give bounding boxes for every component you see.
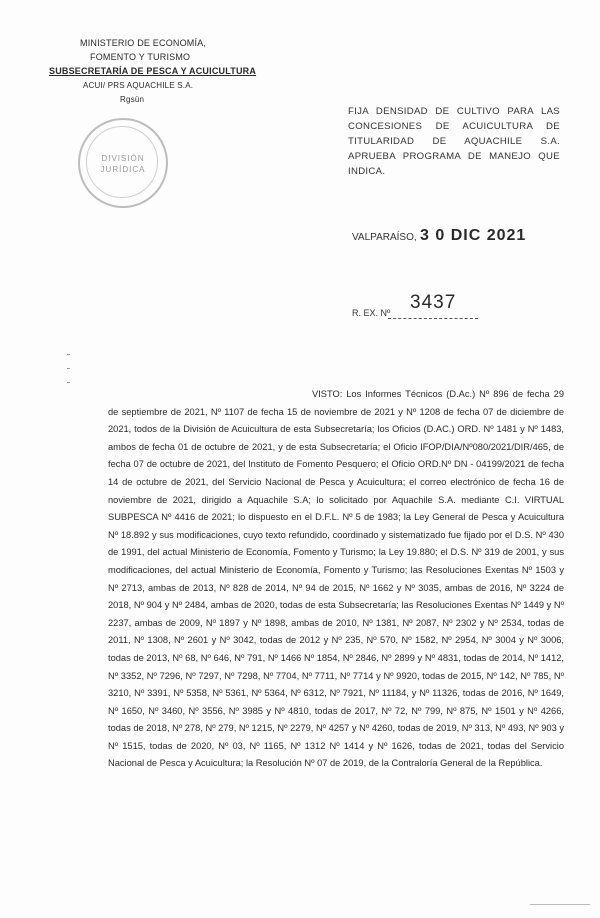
header-ministry: MINISTERIO DE ECONOMÍA,	[80, 38, 207, 48]
margin-tick	[67, 354, 70, 355]
resolution-number: 3437	[410, 292, 457, 313]
header-ministry-sub: FOMENTO Y TURISMO	[90, 52, 191, 62]
stamp-text	[80, 153, 166, 175]
resolution-number-line	[388, 318, 478, 319]
resolution-subject: FIJA DENSIDAD DE CULTIVO PARA LAS CONCESIONES DE ACUICULTURA DE TITULARIDAD DE AQUACHILE S.A. APRUEBA PROGRAMA DE MANEJO QUE INDICA.	[348, 106, 560, 177]
margin-tick	[67, 382, 70, 383]
place-label: VALPARAÍSO,	[352, 232, 417, 243]
stamp-line-1: DIVISIÓN	[101, 154, 145, 163]
date-stamp: 3 0 DIC 2021	[420, 227, 527, 244]
header-reference: ACUI/ PRS AQUACHILE S.A.	[83, 81, 194, 90]
resolution-label: R. EX. Nº	[352, 308, 391, 318]
header-initials: Rgsün	[120, 95, 145, 104]
margin-tick	[67, 368, 70, 369]
stamp-line-2: JURÍDICA	[100, 165, 146, 174]
page-corner-mark	[530, 904, 590, 911]
header-subsecretaria: SUBSECRETARÍA DE PESCA Y ACUICULTURA	[49, 66, 257, 76]
division-juridica-stamp	[78, 118, 168, 208]
visto-paragraph: VISTO: Los Informes Técnicos (D.Ac.) Nº 896 de fecha 29 de septiembre de 2021, Nº 1107 de fecha 15 de noviembre de 2021 y Nº 1208 de fecha 07 de diciembre de 2021, todos de la División de Acuicultura de esta Subsecretaría; los Oficios (D.AC.) ORD. Nº 1481 y Nº 1483, ambos de fecha 01 de octubre de 2021, y de esta Subsecretaría; el Oficio IFOP/DIA/Nº080/2021/DIR/465, de fecha 07 de octubre de 2021, del Instituto de Fomento Pesquero; el Oficio ORD.Nº DN - 04199/2021 de fecha 14 de octubre de 2021, del Servicio Nacional de Pesca y Acuicultura; el correo electrónico de fecha 16 de noviembre de 2021, dirigido a Aquachile S.A; lo solicitado por Aquachile S.A. mediante C.I. VIRTUAL SUBPESCA Nº 4416 de 2021; lo dispuesto en el D.F.L. Nº 5 de 1983; la Ley General de Pesca y Acuicultura Nº 18.892 y sus modificaciones, cuyo texto refundido, coordinado y sistematizado fue fijado por el D.S. Nº 430 de 1991, del actual Ministerio de Economía, Fomento y Turismo; la Ley 19.880; el D.S. Nº 319 de 2001, y sus modificaciones, del actual Ministerio de Economía, Fomento y Turismo; las Resoluciones Exentas Nº 1503 y Nº 2713, ambas de 2013, Nº 828 de 2014, Nº 94 de 2015, Nº 1662 y Nº 3035, ambas de 2016, Nº 3224 de 2018, Nº 904 y Nº 2484, ambas de 2020, todas de esta Subsecretaría; las Resoluciones Exentas Nº 1449 y Nº 2237, ambas de 2009, Nº 1897 y Nº 1898, ambas de 2010, Nº 1381, Nº 2087, Nº 2302 y Nº 2534, todas de 2011, Nº 1308, Nº 2601 y Nº 3042, todas de 2012 y Nº 235, Nº 570, Nº 1582, Nº 2954, Nº 3004 y Nº 3006, todas de 2013, Nº 68, Nº 646, Nº 791, Nº 1466 Nº 1854, Nº 2846, Nº 2899 y Nº 4831, todas de 2014, Nº 1412, Nº 3352, Nº 7296, Nº 7297, Nº 7298, Nº 7704, Nº 7711, Nº 7714 y Nº 9920, todas de 2015, Nº 142, Nº 785, Nº 3210, Nº 3391, Nº 5358, Nº 5361, Nº 5364, Nº 6312, Nº 7921, Nº 11184, y Nº 11326, todas de 2016, Nº 1649, Nº 1650, Nº 3460, Nº 3556, Nº 3985 y Nº 4810, todas de 2017, Nº 72, Nº 799, Nº 875, Nº 1501 y Nº 4266, todas de 2018, Nº 278, Nº 279, Nº 1215, Nº 2279, Nº 4257 y Nº 4260, todas de 2019, Nº 313, Nº 493, Nº 903 y Nº 1515, todas de 2020, Nº 03, Nº 1165, Nº 1312 Nº 1414 y Nº 1626, todas de 2021, todas del Servicio Nacional de Pesca y Acuicultura; la Resolución Nº 07 de 2019, de la Contraloría General de la República.	[108, 389, 564, 769]
